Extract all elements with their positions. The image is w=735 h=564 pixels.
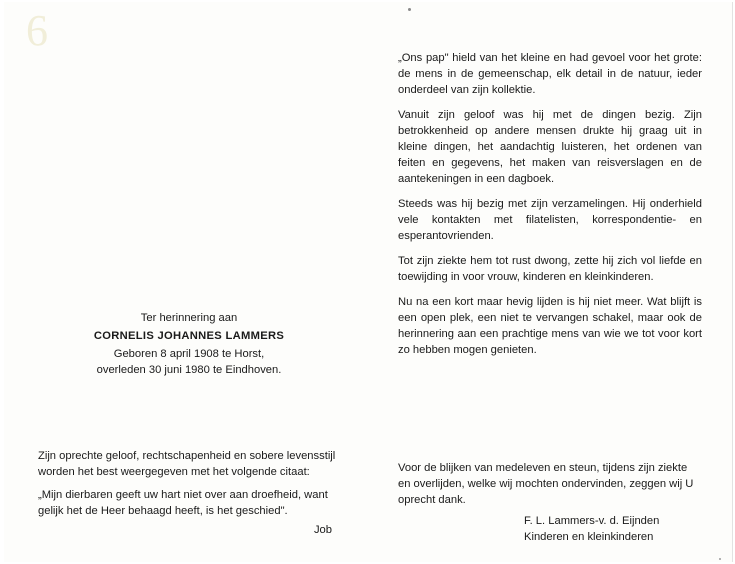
story-paragraph: Vanuit zijn geloof was hij met de dingen bezig. Zijn betrokkenheid op andere mensen drukte hij graag uit in kleine dingen, het aandachtig luisteren, het ordenen van feiten en gegevens, het maken van reisverslagen en de aantekeningen in een dagboek.: [398, 109, 702, 185]
signature: [524, 513, 702, 545]
story-paragraph: Nu na een kort maar hevig lijden is hij niet meer. Wat blijft is een open plek, een niet te vervangen schakel, maar ook de herinnering aan een prachtige mens van wie we tot voor kort zo hebben mogen genieten.: [398, 296, 702, 356]
story-paragraph: Tot zijn ziekte hem tot rust dwong, zette hij zich vol liefde en toewijding in voor vrouw, kinderen en kleinkinderen.: [398, 255, 702, 283]
signature-line-1: F. L. Lammers-v. d. Eijnden: [524, 515, 660, 527]
tribute-text: Zijn oprechte geloof, rechtschapenheid en sobere levensstijl worden het best weergegeven met het volgende citaat:: [38, 450, 336, 478]
print-speck: [408, 8, 411, 11]
decorative-mark: 6: [26, 6, 48, 55]
print-speck: [719, 558, 721, 560]
quote-source: Job: [313, 524, 332, 536]
memoriam-intro: Ter herinnering aan: [140, 312, 238, 324]
signature-line-2: Kinderen en kleinkinderen: [524, 531, 654, 543]
life-story: [398, 50, 702, 367]
quote-text: „Mijn dierbaren geeft uw hart niet over aan droefheid, want gelijk het de Heer behaagd heeft, is het geschied".: [38, 489, 328, 517]
birth-line: Geboren 8 april 1908 te Horst,: [113, 348, 265, 360]
story-paragraph: Steeds was hij bezig met zijn verzamelingen. Hij onderhield vele kontakten met filatelisten, korrespondentie- en esperantovrienden.: [398, 198, 702, 242]
death-line: overleden 30 juni 1980 te Eindhoven.: [96, 364, 282, 376]
deceased-name: CORNELIS JOHANNES LAMMERS: [93, 330, 285, 342]
memoriam-block: [38, 310, 340, 378]
tribute-block: [38, 448, 340, 538]
thanks-text: Voor de blijken van medeleven en steun, tijdens zijn ziekte en overlijden, welke wij mochten ondervinden, zeggen wij U oprecht dank.: [398, 462, 694, 506]
thanks-block: [398, 460, 702, 545]
story-paragraph: „Ons pap" hield van het kleine en had gevoel voor het grote: de mens in de gemeenschap, elk detail in de natuur, ieder onderdeel van zijn kollektie.: [398, 52, 702, 96]
